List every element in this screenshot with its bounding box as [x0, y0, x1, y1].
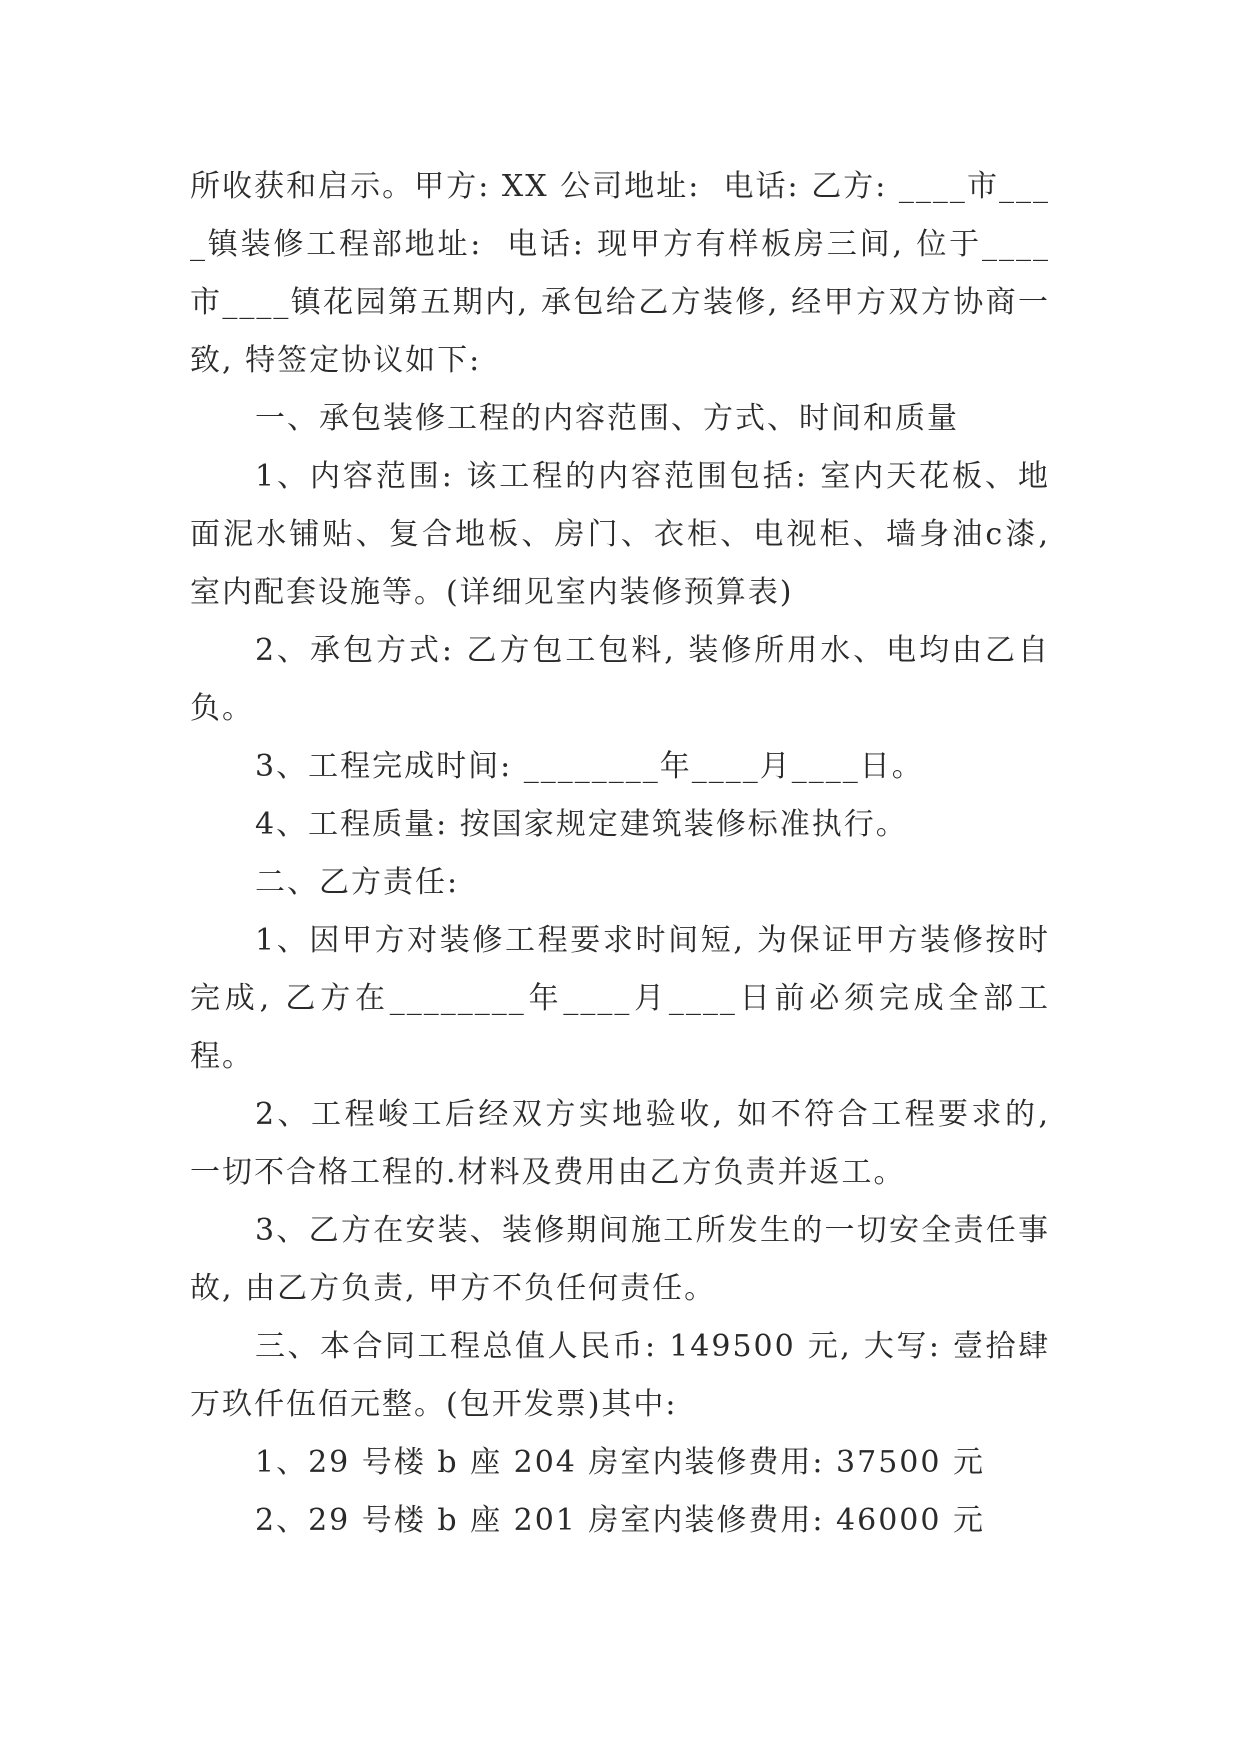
clause-duty-deadline: 1、因甲方对装修工程要求时间短, 为保证甲方装修按时完成, 乙方在________年____月____日前必须完成全部工程。 — [190, 923, 1050, 1074]
clause-completion-time: 3、工程完成时间: ________年____月____日。 — [255, 749, 924, 784]
clause-quality: 4、工程质量: 按国家规定建筑装修标准执行。 — [255, 807, 908, 842]
cost-item-room-201: 2、29 号楼 b 座 201 房室内装修费用: 46000 元 — [255, 1503, 986, 1538]
section-heading-party-b-duties: 二、乙方责任: — [255, 865, 460, 900]
section-heading-contract-value: 三、本合同工程总值人民币: 149500 元, 大写: 壹拾肆万玖仟伍佰元整。(包开发票)其中: — [190, 1329, 1050, 1422]
cost-item-room-204: 1、29 号楼 b 座 204 房室内装修费用: 37500 元 — [255, 1445, 986, 1480]
section-heading-scope: 一、承包装修工程的内容范围、方式、时间和质量 — [255, 401, 959, 436]
clause-duty-acceptance: 2、工程峻工后经双方实地验收, 如不符合工程要求的, 一切不合格工程的.材料及费用由乙方负责并返工。 — [190, 1097, 1062, 1190]
clause-duty-safety: 3、乙方在安装、装修期间施工所发生的一切安全责任事故, 由乙方负责, 甲方不负任何责任。 — [190, 1213, 1050, 1306]
document-body — [190, 158, 1062, 1550]
clause-contract-method: 2、承包方式: 乙方包工包料, 装修所用水、电均由乙自负。 — [190, 633, 1050, 726]
paragraph-intro: 所收获和启示。甲方: XX 公司地址: 电话: 乙方: ____市____镇装修工程部地址: 电话: 现甲方有样板房三间, 位于____市____镇花园第五期内, 承包给乙方装修, 经甲方双方协商一致, 特签定协议如下: — [190, 169, 1050, 378]
clause-content-scope: 1、内容范围: 该工程的内容范围包括: 室内天花板、地面泥水铺贴、复合地板、房门、衣柜、电视柜、墙身油c漆, 室内配套设施等。(详细见室内装修预算表) — [190, 459, 1062, 610]
